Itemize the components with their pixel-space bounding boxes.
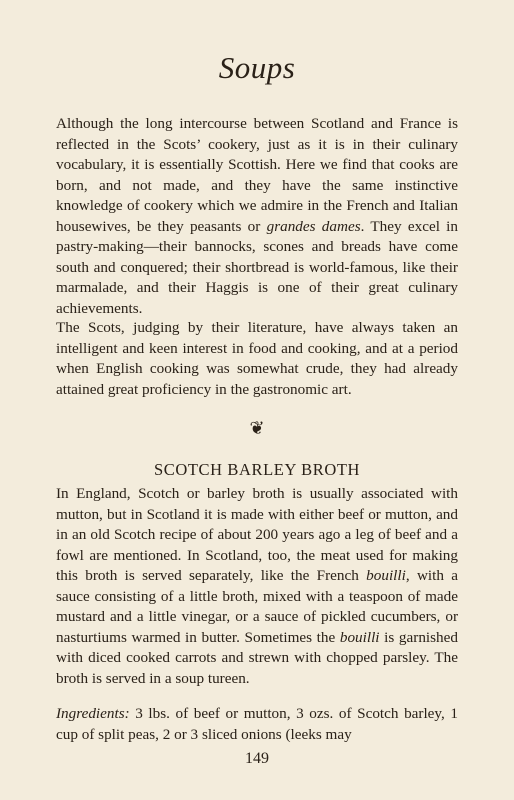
italic-text-run: bouilli: [339, 628, 380, 646]
italic-text-run: Ingredients:: [56, 705, 130, 722]
text-run: is garnished with diced cooked carrots and strewn with chopped parsley. The broth is served in a soup tureen.: [56, 628, 458, 687]
page-title: Soups: [218, 50, 296, 85]
paragraph-3: [56, 484, 458, 689]
italic-text-run: bouilli: [366, 567, 406, 584]
text-run: In England, Scotch or barley broth is usually associated with mutton, but in Scotland it is made with either beef or mutton, and in an old Scotch recipe of about 200 years ago a leg of beef and a fowl are mentioned. In Scotland, too, the meat used for making this broth is served separately, like the French: [56, 485, 458, 584]
text-run: 3 lbs. of beef or mutton, 3 ozs. of Scotch barley, 1 cup of split peas, 2 or 3 sliced onions (leeks may: [56, 705, 458, 743]
page-number: 149: [245, 750, 269, 767]
text-run: . They excel in pastry-making—their bannocks, scones and breads have come south and conquered; their shortbread is world-famous, like their marmalade, and their Haggis is one of their great culinary achievements.: [56, 217, 458, 317]
paragraph-1: [56, 114, 458, 319]
second-paragraph: [56, 318, 458, 400]
paragraph-2: The Scots, judging by their literature, have always taken an intelligent and keen interest in food and cooking, and at a period when English cooking was somewhat crude, they had already attained great proficiency in the gastronomic art.: [56, 319, 458, 398]
intro-paragraph: [56, 114, 458, 319]
paragraph-4: [56, 704, 458, 745]
recipe-intro-paragraph: [56, 484, 458, 689]
ingredients-paragraph: [56, 704, 458, 745]
section-heading: SCOTCH BARLEY BROTH: [153, 460, 361, 479]
text-run: Although the long intercourse between Scotland and France is reflected in the Scots’ cookery, just as it is in their culinary vocabulary, it is essentially Scottish. Here we find that cooks are born, and not made, and they have the same instinctive knowledge of cookery which we admire in the French and Italian housewives, be they peasants or: [56, 115, 458, 235]
italic-text-run: grandes dames: [266, 217, 361, 235]
text-run: , with a sauce consisting of a little broth, mixed with a teaspoon of made mustard and a little vinegar, or a sauce of pickled cucumbers, or nasturtiums warmed in butter. Sometimes the: [56, 567, 458, 646]
fleuron-ornament: ❦: [249, 418, 265, 439]
